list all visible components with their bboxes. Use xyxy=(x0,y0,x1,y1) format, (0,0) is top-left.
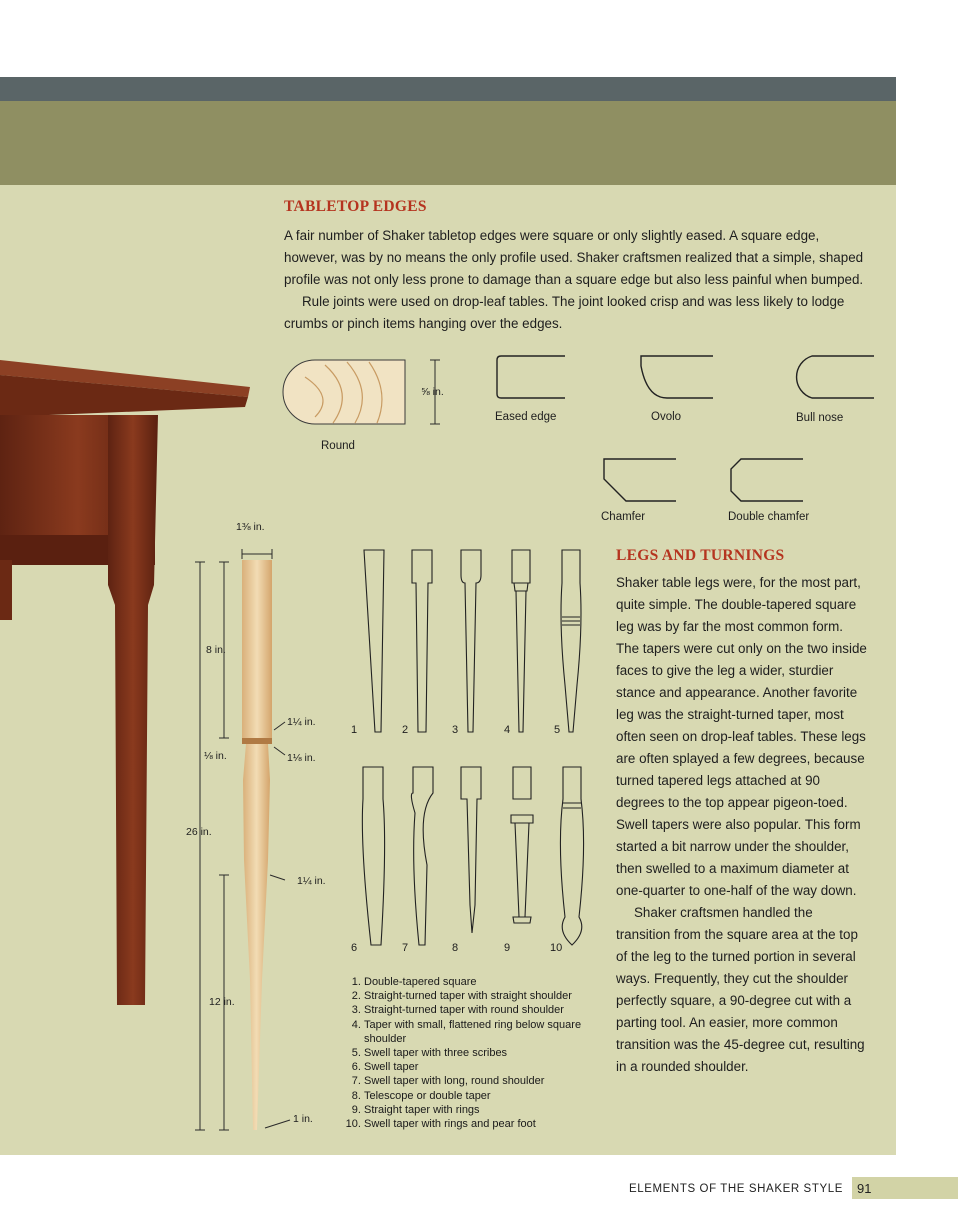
leg-elevation-drawing xyxy=(190,540,330,1140)
leg-number-4: 4 xyxy=(504,724,511,736)
legs-turnings-body xyxy=(616,572,868,1078)
legs-para-1: Shaker table legs were, for the most part, quite simple. The double-tapered square leg was by far the most common form. The tapers were cut only on the two inside faces to give the leg a wider, sturdier stance and appearance. Another favorite leg was the straight-turned taper, most often seen on drop-leaf tables. These legs are often splayed a few degrees, because turned tapered legs attached at 90 degrees to the top appear pigeon-toed. Swell tapers were also popular. This form started a bit narrow under the shoulder, then swelled to a maximum diameter at one-quarter to one-half of the way down. xyxy=(616,575,867,898)
legend-item: 9. Straight taper with rings xyxy=(364,1103,612,1117)
leg-styles-drawing xyxy=(355,545,595,960)
legs-turnings-heading: LEGS AND TURNINGS xyxy=(616,547,785,564)
dim-gap: ⅛ in. xyxy=(204,750,227,762)
dim-total-height: 26 in. xyxy=(186,826,212,838)
legend-item: 10. Swell taper with rings and pear foot xyxy=(364,1117,612,1131)
dim-foot-width: 1 in. xyxy=(293,1113,313,1125)
legs-para-2: Shaker craftsmen handled the transition from the square area at the top of the leg to the turned portion in several ways. Frequently, they cut the shoulder perfectly square, a 90-degree cut with a parting tool. An easier, more common transition was the 45-degree cut, resulting in a rounded shoulder. xyxy=(616,905,865,1074)
double-chamfer-profile xyxy=(727,457,807,507)
leg-number-2: 2 xyxy=(402,724,409,736)
leg-number-8: 8 xyxy=(452,942,459,954)
legend-item: 7. Swell taper with long, round shoulder xyxy=(364,1074,612,1088)
leg-number-3: 3 xyxy=(452,724,459,736)
legend-item: 2. Straight-turned taper with straight shoulder xyxy=(364,989,612,1003)
legend-item: 5. Swell taper with three scribes xyxy=(364,1046,612,1060)
running-footer: ELEMENTS OF THE SHAKER STYLE xyxy=(628,1183,843,1195)
tabletop-para-1: A fair number of Shaker tabletop edges were square or only slightly eased. A square edge, however, was by no means the only profile used. Shaker craftsmen realized that a simple, shaped profile was not only less prone to damage than a square edge but also less painful when bumped. xyxy=(284,228,864,287)
leg-types-legend xyxy=(342,975,612,1131)
legend-item: 8. Telescope or double taper xyxy=(364,1089,612,1103)
double-chamfer-label: Double chamfer xyxy=(728,511,810,523)
dim-shoulder-width: 1¼ in. xyxy=(287,716,316,728)
leg-number-9: 9 xyxy=(504,942,511,954)
legend-item: 1. Double-tapered square xyxy=(364,975,612,989)
round-label: Round xyxy=(321,440,355,452)
bull-nose-label: Bull nose xyxy=(796,412,844,424)
leg-number-5: 5 xyxy=(554,724,561,736)
legend-item: 3. Straight-turned taper with round shoulder xyxy=(364,1003,612,1017)
eased-edge-label: Eased edge xyxy=(495,411,557,423)
ovolo-profile xyxy=(637,354,717,404)
tabletop-para-2: Rule joints were used on drop-leaf tables. The joint looked crisp and was less likely to lodge crumbs or pinch items hanging over the edges. xyxy=(284,294,845,331)
leg-number-10: 10 xyxy=(550,942,563,954)
dim-lower-length: 12 in. xyxy=(209,996,235,1008)
page-number: 91 xyxy=(857,1181,872,1196)
header-bar xyxy=(0,77,896,101)
tabletop-edges-heading: TABLETOP EDGES xyxy=(284,198,427,215)
leg-number-1: 1 xyxy=(351,724,358,736)
eased-edge-profile xyxy=(495,354,570,404)
dim-top-width: 1⅜ in. xyxy=(236,521,265,533)
dim-mid-width: 1¼ in. xyxy=(297,875,326,887)
bull-nose-profile xyxy=(788,354,878,404)
dim-upper-length: 8 in. xyxy=(206,644,226,656)
leg-number-7: 7 xyxy=(402,942,409,954)
leg-number-6: 6 xyxy=(351,942,358,954)
ovolo-label: Ovolo xyxy=(651,411,682,423)
legend-item: 4. Taper with small, flattened ring below square shoulder xyxy=(364,1018,612,1046)
chamfer-profile xyxy=(600,457,680,507)
dim-turn-width: 1⅛ in. xyxy=(287,752,316,764)
legend-item: 6. Swell taper xyxy=(364,1060,612,1074)
chamfer-label: Chamfer xyxy=(601,511,646,523)
tabletop-edges-body xyxy=(284,225,874,335)
round-thickness-dim: ⅝ in. xyxy=(421,386,444,398)
header-band xyxy=(0,101,896,185)
